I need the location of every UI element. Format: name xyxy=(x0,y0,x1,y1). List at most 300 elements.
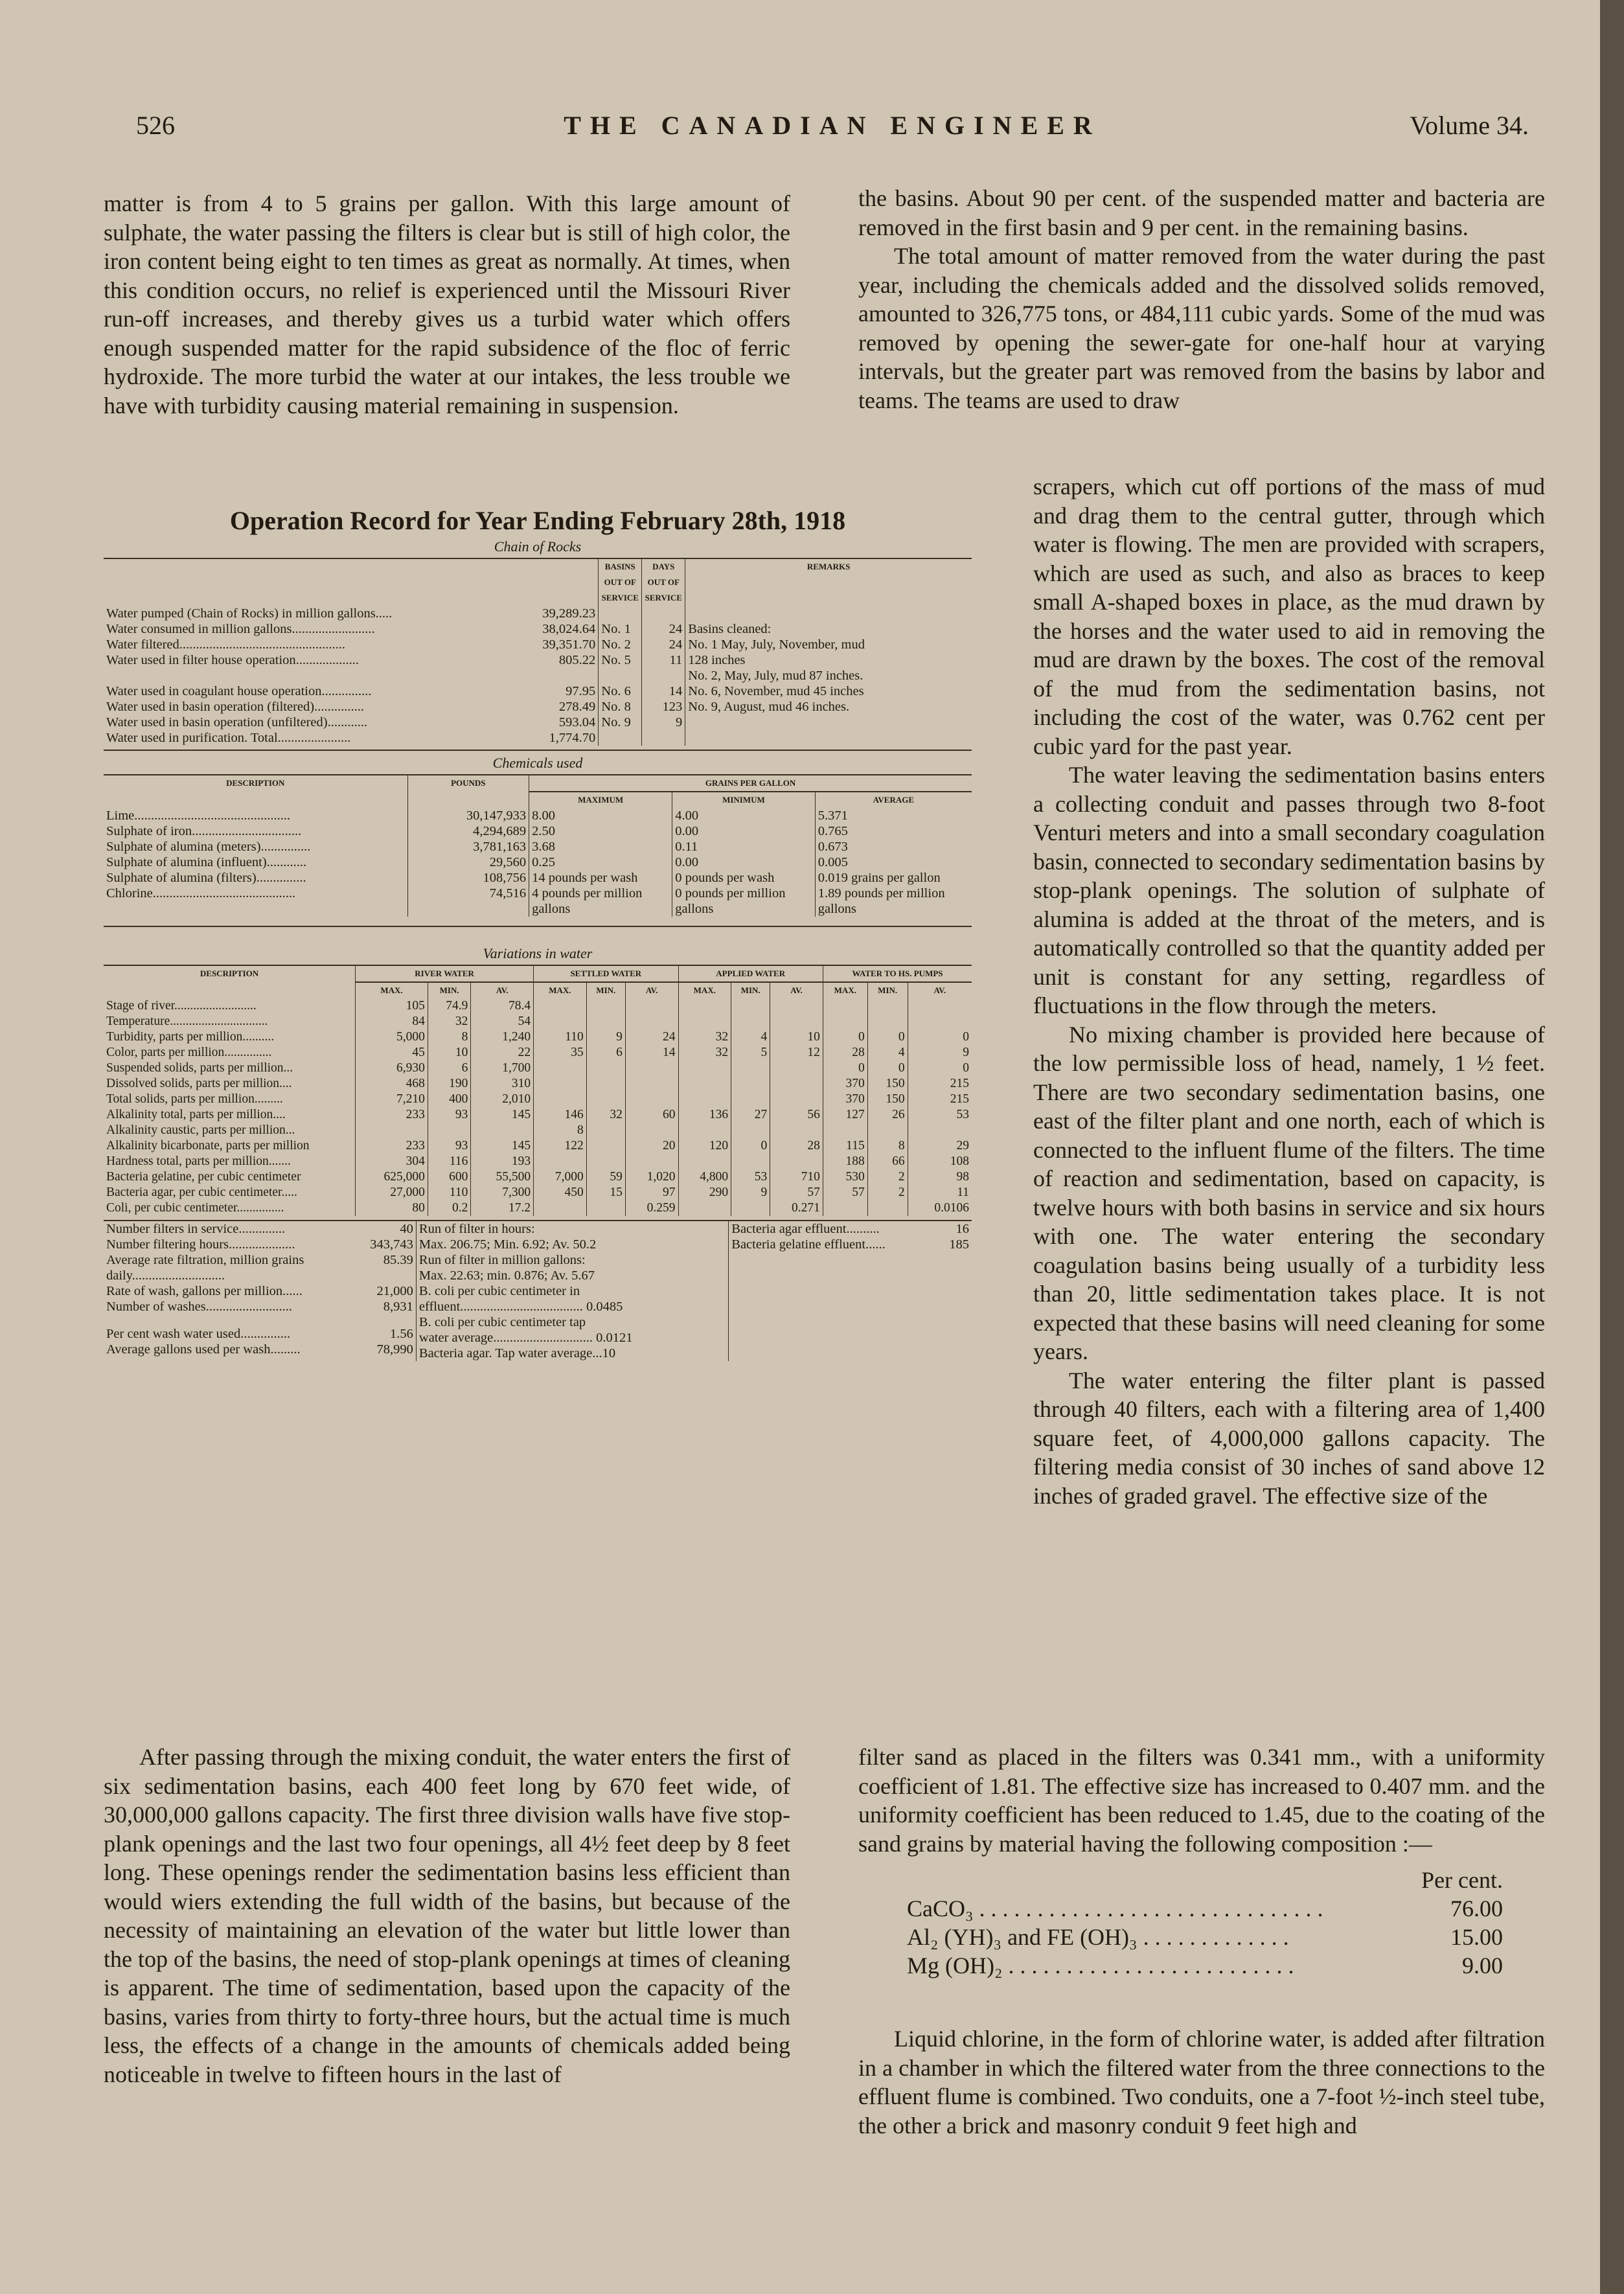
var-cell xyxy=(770,1092,823,1107)
chem-max: 14 pounds per wash xyxy=(529,870,672,886)
var-cell: 145 xyxy=(471,1107,534,1123)
table-row xyxy=(104,1092,972,1107)
stat-line: B. coli per cubic centimeter tap xyxy=(418,1315,586,1329)
var-cell: 5,000 xyxy=(356,1029,428,1045)
var-cell xyxy=(770,1061,823,1076)
var-cell xyxy=(731,1123,770,1138)
var-cell xyxy=(678,1076,731,1092)
var-cell: 15 xyxy=(586,1185,625,1200)
var-cell: 110 xyxy=(428,1185,471,1200)
var-cell xyxy=(678,1061,731,1076)
var-cell xyxy=(534,1076,587,1092)
var-cell: 32 xyxy=(678,1045,731,1061)
paragraph: Liquid chlorine, in the form of chlorine water, is added after filtration in a chamber in which the filtered water from the three connections to the effluent flume is combined. Two conduits, one a 7-foot ½-inch steel tube, the other a brick and masonry conduit 9 feet high and xyxy=(858,2026,1545,2139)
stat-value: 8,931 xyxy=(383,1300,413,1314)
var-cell: 2 xyxy=(867,1169,908,1185)
var-cell xyxy=(867,1014,908,1029)
var-desc: Suspended solids, parts per million... xyxy=(106,1061,293,1075)
var-cell xyxy=(356,1123,428,1138)
chem-pounds: 108,756 xyxy=(407,870,529,886)
chem-pounds: 4,294,689 xyxy=(407,823,529,839)
var-cell: 6 xyxy=(428,1061,471,1076)
var-cell: 7,000 xyxy=(534,1169,587,1185)
basin-cell xyxy=(599,606,642,621)
var-cell xyxy=(678,1123,731,1138)
var-cell: 530 xyxy=(823,1169,867,1185)
var-cell: 53 xyxy=(731,1169,770,1185)
var-cell: 12 xyxy=(770,1045,823,1061)
var-cell: 468 xyxy=(356,1076,428,1092)
chem-avg: 0.673 xyxy=(815,839,972,855)
table-row xyxy=(104,1076,972,1092)
row-value: 39,289.23 xyxy=(542,606,596,621)
var-desc: Temperature............................... xyxy=(106,1015,268,1028)
stat-line xyxy=(106,1342,413,1357)
var-cell: 6,930 xyxy=(356,1061,428,1076)
var-desc: Alkalinity bicarbonate, parts per million xyxy=(106,1139,310,1153)
var-desc: Bacteria gelatine, per cubic centimeter xyxy=(106,1170,301,1184)
paragraph: filter sand as placed in the filters was 0.341 mm., with a uniformity coefficient of 1.81. The effective size has increased to 0.407 mm. and the uniformity coefficient has been reduced to 1.45, due to the coating of the sand grains by material having the following composition :— xyxy=(858,1744,1545,1857)
var-cell: 22 xyxy=(471,1045,534,1061)
chemicals-table xyxy=(104,774,972,917)
composition-name: CaCO₃ . . . . . . . . . . . . . . . . . . . . . . . . . . . . . . xyxy=(907,1896,1323,1921)
var-cell: 150 xyxy=(867,1076,908,1092)
var-cell xyxy=(471,1123,534,1138)
stat-label: Bacteria agar effluent.......... xyxy=(731,1222,880,1236)
var-cell: 233 xyxy=(356,1107,428,1123)
running-header xyxy=(136,110,1529,149)
var-cell: 108 xyxy=(908,1154,972,1169)
chem-pounds: 74,516 xyxy=(407,886,529,917)
var-desc: Total solids, parts per million......... xyxy=(106,1092,283,1106)
table-row xyxy=(104,998,972,1014)
stat-label: Per cent wash water used............... xyxy=(106,1327,291,1341)
var-cell xyxy=(908,1014,972,1029)
var-desc: Turbidity, parts per million.......... xyxy=(106,1030,275,1044)
chem-pounds-head: POUNDS xyxy=(407,775,529,808)
var-desc: Coli, per cubic centimeter............... xyxy=(106,1201,284,1215)
stat-label: Average gallons used per wash......... xyxy=(106,1342,301,1357)
var-desc: Dissolved solids, parts per million.... xyxy=(106,1077,292,1090)
chem-min: 0.00 xyxy=(672,855,816,870)
var-cell: 6 xyxy=(586,1045,625,1061)
filter-stats-table xyxy=(104,1220,972,1361)
left-column-top xyxy=(104,189,790,420)
chem-pounds: 29,560 xyxy=(407,855,529,870)
remark-cell: No. 1 May, July, November, mud xyxy=(685,637,972,652)
var-min-head: MIN. xyxy=(731,982,770,998)
var-desc: Stage of river.......................... xyxy=(106,999,257,1013)
stat-line: B. coli per cubic centimeter in xyxy=(418,1284,580,1298)
var-cell xyxy=(534,1061,587,1076)
var-cell xyxy=(678,998,731,1014)
var-cell: 304 xyxy=(356,1154,428,1169)
table-row xyxy=(104,1029,972,1045)
volume-label: Volume 34. xyxy=(1410,111,1529,140)
variations-subtitle: Variations in water xyxy=(104,926,972,962)
chem-desc: Sulphate of alumina (meters)............... xyxy=(106,840,311,854)
var-cell xyxy=(586,1123,625,1138)
stat-line: water average.............................. 0.0121 xyxy=(418,1331,633,1345)
row-value: 278.49 xyxy=(558,700,596,714)
var-cell: 146 xyxy=(534,1107,587,1123)
stat-line xyxy=(731,1221,969,1237)
operation-record-table xyxy=(104,505,972,1361)
var-cell: 116 xyxy=(428,1154,471,1169)
composition-row xyxy=(907,1923,1503,1951)
var-cell: 110 xyxy=(534,1029,587,1045)
var-desc: Alkalinity total, parts per million.... xyxy=(106,1108,286,1121)
var-cell: 120 xyxy=(678,1138,731,1154)
paragraph: matter is from 4 to 5 grains per gallon. With this large amount of sulphate, the water passing the filters is clear but is still of high color, the iron content being eight to ten times as great as normally. At times, when this condition occurs, no relief is experienced until the Missouri River run-off increases, and thereby gives us a turbid water which offers enough suspended matter for the rapid subsidence of the floc of ferric hydroxide. The more turbid the water at our intakes, the less trouble we have with turbidity causing material remaining in suspension. xyxy=(104,190,790,419)
var-cell: 1,020 xyxy=(625,1169,678,1185)
var-cell: 290 xyxy=(678,1185,731,1200)
row-value: 38,024.64 xyxy=(542,622,596,636)
row-desc: Water used in filter house operation................... xyxy=(106,653,360,667)
stat-label: Number filtering hours.................... xyxy=(106,1237,295,1252)
table-row xyxy=(104,637,972,652)
var-cell: 188 xyxy=(823,1154,867,1169)
var-desc: Color, parts per million............... xyxy=(106,1046,272,1059)
days-cell: 9 xyxy=(642,715,685,730)
var-cell xyxy=(586,1076,625,1092)
paragraph: The water leaving the sedimentation basins enters a collecting conduit and passes through two 8-foot Venturi meters and into a small secondary coagulation basin, connected to secondary sedimentation basins by stop-plank openings. The solution of sulphate of alumina is added at the throat of the meters, and is automatically controlled so that the quantity added per unit is constant for any setting, regardless of fluctuations in the flow through the meters. xyxy=(1033,762,1545,1018)
var-cell xyxy=(586,998,625,1014)
var-cell: 93 xyxy=(428,1107,471,1123)
days-head: DAYS OUT OF SERVICE xyxy=(642,558,685,606)
chem-min: 0.00 xyxy=(672,823,816,839)
chem-max: 4 pounds per million gallons xyxy=(529,886,672,917)
var-cell xyxy=(586,1092,625,1107)
var-cell xyxy=(534,1014,587,1029)
stat-line: effluent..................................... 0.0485 xyxy=(418,1300,623,1314)
chem-avg: 1.89 pounds per million gallons xyxy=(815,886,972,917)
stat-line xyxy=(731,1237,969,1252)
var-cell xyxy=(625,1092,678,1107)
var-cell: 54 xyxy=(471,1014,534,1029)
var-cell xyxy=(731,1014,770,1029)
stat-line xyxy=(106,1221,413,1237)
chem-min: 0.11 xyxy=(672,839,816,855)
row-value: 1,774.70 xyxy=(549,731,596,745)
left-column-bottom xyxy=(104,1743,790,2089)
composition-value: 76.00 xyxy=(1450,1896,1503,1921)
var-cell: 27 xyxy=(731,1107,770,1123)
chem-avg: 0.765 xyxy=(815,823,972,839)
var-cell: 14 xyxy=(625,1045,678,1061)
var-cell: 74.9 xyxy=(428,998,471,1014)
remark-cell: No. 9, August, mud 46 inches. xyxy=(685,699,972,715)
table-row xyxy=(104,886,972,917)
remark-cell xyxy=(685,606,972,621)
row-value xyxy=(520,668,599,683)
var-max-head: MAX. xyxy=(356,982,428,998)
var-cell: 9 xyxy=(586,1029,625,1045)
var-cell: 29 xyxy=(908,1138,972,1154)
stat-line xyxy=(106,1252,413,1283)
chem-min: 0 pounds per million gallons xyxy=(672,886,816,917)
var-cell: 5 xyxy=(731,1045,770,1061)
table-row xyxy=(104,1138,972,1154)
row-desc: Water consumed in million gallons......................... xyxy=(106,622,375,636)
var-cell: 53 xyxy=(908,1107,972,1123)
var-cell: 0.0106 xyxy=(908,1200,972,1216)
var-cell: 150 xyxy=(867,1092,908,1107)
var-cell xyxy=(731,1061,770,1076)
chem-min: 0 pounds per wash xyxy=(672,870,816,886)
paragraph: The total amount of matter removed from the water during the past year, including the chemicals added and the dissolved solids removed, amounted to 326,775 tons, or 484,111 cubic yards. Some of the mud was removed by opening the sewer-gate for one-half hour at varying intervals, but the greater part was removed from the basins by labor and teams. The teams are used to draw xyxy=(858,243,1545,413)
composition-row xyxy=(907,1951,1503,1980)
days-cell: 11 xyxy=(642,652,685,668)
var-cell xyxy=(908,998,972,1014)
var-cell: 193 xyxy=(471,1154,534,1169)
var-cell: 28 xyxy=(770,1138,823,1154)
table-row xyxy=(104,855,972,870)
var-cell: 7,210 xyxy=(356,1092,428,1107)
basin-cell: No. 6 xyxy=(599,683,642,699)
var-cell: 710 xyxy=(770,1169,823,1185)
chem-max: 8.00 xyxy=(529,808,672,823)
days-cell: 14 xyxy=(642,683,685,699)
table-row xyxy=(104,1061,972,1076)
var-cell xyxy=(867,1200,908,1216)
basin-cell: No. 1 xyxy=(599,621,642,637)
chem-grains-head: GRAINS PER GALLON xyxy=(529,775,972,792)
chemicals-subtitle: Chemicals used xyxy=(104,750,972,772)
var-cell: 11 xyxy=(908,1185,972,1200)
var-cell xyxy=(586,1138,625,1154)
table-row xyxy=(104,715,972,730)
basin-cell: No. 8 xyxy=(599,699,642,715)
var-cell xyxy=(731,998,770,1014)
stat-line: Run of filter in million gallons: xyxy=(418,1253,586,1267)
composition-name: Al₂ (YH)₃ and FE (OH)₃ . . . . . . . . . . . . . xyxy=(907,1924,1289,1950)
chem-desc: Sulphate of iron................................. xyxy=(106,824,302,838)
var-cell: 115 xyxy=(823,1138,867,1154)
var-av-head: AV. xyxy=(908,982,972,998)
chem-min-head: MINIMUM xyxy=(672,792,816,808)
chem-desc: Sulphate of alumina (influent)............ xyxy=(106,855,307,869)
var-cell: 26 xyxy=(867,1107,908,1123)
remark-cell xyxy=(685,730,972,746)
var-cell: 4,800 xyxy=(678,1169,731,1185)
composition-name: Mg (OH)₂ . . . . . . . . . . . . . . . . . . . . . . . . . xyxy=(907,1953,1294,1979)
chem-max: 2.50 xyxy=(529,823,672,839)
var-cell: 57 xyxy=(770,1185,823,1200)
table-subtitle: Chain of Rocks xyxy=(494,538,582,555)
paragraph: scrapers, which cut off portions of the mass of mud and drag them to the central gutter, through which water is flowing. The men are provided with scrapers, which are used as such, and also as braces to keep small A-shaped boxes in place, as the mud drawn by the horses and the water used to aid in removing the mud are drawn by the boxes. The cost of the removal of the mud from the sedimentation basins, not including the cost of the water, was 0.762 cent per cubic yard for the past year. xyxy=(1033,474,1545,759)
var-cell xyxy=(428,1123,471,1138)
stat-value: 21,000 xyxy=(376,1284,413,1298)
row-value: 593.04 xyxy=(558,715,596,729)
var-cell xyxy=(534,998,587,1014)
stat-label: Number of washes.......................... xyxy=(106,1300,292,1314)
table-row xyxy=(104,823,972,839)
var-cell: 600 xyxy=(428,1169,471,1185)
table-row xyxy=(104,1200,972,1216)
remark-cell xyxy=(685,715,972,730)
remark-cell: No. 2, May, July, mud 87 inches. xyxy=(685,668,972,683)
var-av-head: AV. xyxy=(770,982,823,998)
var-cell xyxy=(908,1123,972,1138)
stat-line xyxy=(106,1326,413,1342)
var-cell: 32 xyxy=(586,1107,625,1123)
row-desc: Water pumped (Chain of Rocks) in million gallons..... xyxy=(106,606,393,621)
var-cell xyxy=(867,998,908,1014)
table-row xyxy=(104,606,972,621)
var-cell: 1,240 xyxy=(471,1029,534,1045)
var-cell: 2,010 xyxy=(471,1092,534,1107)
table-row xyxy=(104,1123,972,1138)
chem-desc: Sulphate of alumina (filters)............... xyxy=(106,871,306,885)
journal-title: THE CANADIAN ENGINEER xyxy=(564,111,1101,140)
paragraph: The water entering the filter plant is passed through 40 filters, each with a filtering area of 1,400 square feet, of 4,000,000 gallons capacity. The filtering media consist of 30 inches of sand above 12 inches of graded gravel. The effective size of the xyxy=(1033,1367,1545,1509)
table-row xyxy=(104,668,972,683)
var-cell: 0.271 xyxy=(770,1200,823,1216)
chem-desc: Chlorine........................................... xyxy=(106,886,296,900)
remark-cell: Basins cleaned: xyxy=(685,621,972,637)
paragraph: No mixing chamber is provided here because of the low permissible loss of head, namely, 1 ½ feet. There are two secondary sedimentation basins, one east of the filter plant and one north, each of which is connected to the influent flume of the filters. The time of reaction and sedimentation, based on capacity, is twelve hours with both basins in service and six hours with one. The water entering the secondary coagulation basins being usually of a turbidity less than 20, little sedimentation takes place. It is not expected that these basins will need cleaning for some years. xyxy=(1033,1021,1545,1364)
page-number: 526 xyxy=(136,111,175,140)
stat-line: Run of filter in hours: xyxy=(418,1222,535,1236)
table-row xyxy=(104,1045,972,1061)
var-cell xyxy=(586,1200,625,1216)
basins-head: BASINS OUT OF SERVICE xyxy=(599,558,642,606)
var-av-head: AV. xyxy=(471,982,534,998)
chem-min: 4.00 xyxy=(672,808,816,823)
var-cell xyxy=(678,1154,731,1169)
var-cell: 84 xyxy=(356,1014,428,1029)
var-cell xyxy=(823,1200,867,1216)
chem-avg: 0.005 xyxy=(815,855,972,870)
var-cell: 370 xyxy=(823,1076,867,1092)
var-cell: 66 xyxy=(867,1154,908,1169)
var-cell: 127 xyxy=(823,1107,867,1123)
stat-line: Bacteria agar. Tap water average...10 xyxy=(418,1346,616,1360)
var-cell: 45 xyxy=(356,1045,428,1061)
var-av-head: AV. xyxy=(625,982,678,998)
stat-line xyxy=(106,1237,413,1252)
water-usage-table xyxy=(104,558,972,746)
var-desc: Alkalinity caustic, parts per million... xyxy=(106,1123,295,1137)
var-desc-head: DESCRIPTION xyxy=(200,969,259,978)
var-cell: 32 xyxy=(678,1029,731,1045)
var-min-head: MIN. xyxy=(867,982,908,998)
chem-desc: Lime............................................... xyxy=(106,809,291,823)
var-cell xyxy=(770,1076,823,1092)
var-cell xyxy=(867,1123,908,1138)
var-cell: 55,500 xyxy=(471,1169,534,1185)
var-cell: 59 xyxy=(586,1169,625,1185)
var-cell xyxy=(586,1154,625,1169)
var-cell: 24 xyxy=(625,1029,678,1045)
var-cell: 78.4 xyxy=(471,998,534,1014)
row-value: 805.22 xyxy=(558,653,596,667)
var-cell xyxy=(534,1092,587,1107)
row-value: 97.95 xyxy=(566,684,596,698)
var-cell xyxy=(586,1014,625,1029)
chem-pounds: 3,781,163 xyxy=(407,839,529,855)
composition-list xyxy=(907,1866,1503,1980)
stat-line: Max. 22.63; min. 0.876; Av. 5.67 xyxy=(418,1268,595,1283)
composition-value: 9.00 xyxy=(1462,1953,1503,1979)
basin-cell xyxy=(599,730,642,746)
stat-value: 85.39 xyxy=(383,1253,413,1267)
days-cell xyxy=(642,668,685,683)
var-cell: 7,300 xyxy=(471,1185,534,1200)
var-cell: 0 xyxy=(867,1029,908,1045)
var-cell: 400 xyxy=(428,1092,471,1107)
table-row xyxy=(104,652,972,668)
var-cell: 27,000 xyxy=(356,1185,428,1200)
chem-avg-head: AVERAGE xyxy=(815,792,972,808)
stat-value: 40 xyxy=(400,1222,413,1236)
var-cell: 10 xyxy=(770,1029,823,1045)
composition-header: Per cent. xyxy=(1421,1867,1503,1893)
var-cell xyxy=(678,1092,731,1107)
var-cell xyxy=(823,1123,867,1138)
var-cell xyxy=(731,1076,770,1092)
var-cell: 57 xyxy=(823,1185,867,1200)
days-cell: 24 xyxy=(642,621,685,637)
var-cell xyxy=(534,1154,587,1169)
paragraph: the basins. About 90 per cent. of the suspended matter and bacteria are removed in the first basin and 9 per cent. in the remaining basins. xyxy=(858,185,1545,240)
var-cell: 0 xyxy=(823,1029,867,1045)
var-cell: 80 xyxy=(356,1200,428,1216)
var-cell xyxy=(625,998,678,1014)
composition-row xyxy=(907,1894,1503,1923)
var-cell: 2 xyxy=(867,1185,908,1200)
var-cell: 122 xyxy=(534,1138,587,1154)
chem-max: 3.68 xyxy=(529,839,672,855)
var-cell: 8 xyxy=(867,1138,908,1154)
var-cell: 105 xyxy=(356,998,428,1014)
basin-cell: No. 5 xyxy=(599,652,642,668)
stat-line: Max. 206.75; Min. 6.92; Av. 50.2 xyxy=(418,1237,597,1252)
var-cell: 32 xyxy=(428,1014,471,1029)
table-row xyxy=(104,1154,972,1169)
var-cell xyxy=(625,1154,678,1169)
table-row xyxy=(104,699,972,715)
chem-avg: 5.371 xyxy=(815,808,972,823)
chem-max-head: MAXIMUM xyxy=(529,792,672,808)
row-desc: Water used in purification. Total...................... xyxy=(106,731,351,745)
var-cell: 233 xyxy=(356,1138,428,1154)
var-cell: 0 xyxy=(908,1061,972,1076)
var-cell xyxy=(770,1014,823,1029)
settled-head: SETTLED WATER xyxy=(534,965,678,982)
page-edge xyxy=(1600,0,1624,2294)
table-row xyxy=(104,730,972,746)
var-cell: 8 xyxy=(428,1029,471,1045)
var-cell: 35 xyxy=(534,1045,587,1061)
table-row xyxy=(104,1107,972,1123)
var-cell xyxy=(625,1076,678,1092)
var-cell: 0 xyxy=(867,1061,908,1076)
var-cell xyxy=(586,1061,625,1076)
var-cell: 93 xyxy=(428,1138,471,1154)
var-cell: 1,700 xyxy=(471,1061,534,1076)
stat-label: Average rate filtration, million grains daily............................ xyxy=(106,1253,304,1283)
var-cell: 215 xyxy=(908,1076,972,1092)
var-cell xyxy=(678,1014,731,1029)
var-cell: 0 xyxy=(908,1029,972,1045)
right-column-mid xyxy=(1033,472,1545,1510)
var-cell xyxy=(823,998,867,1014)
var-cell: 8 xyxy=(534,1123,587,1138)
var-cell xyxy=(770,1154,823,1169)
var-cell: 4 xyxy=(731,1029,770,1045)
